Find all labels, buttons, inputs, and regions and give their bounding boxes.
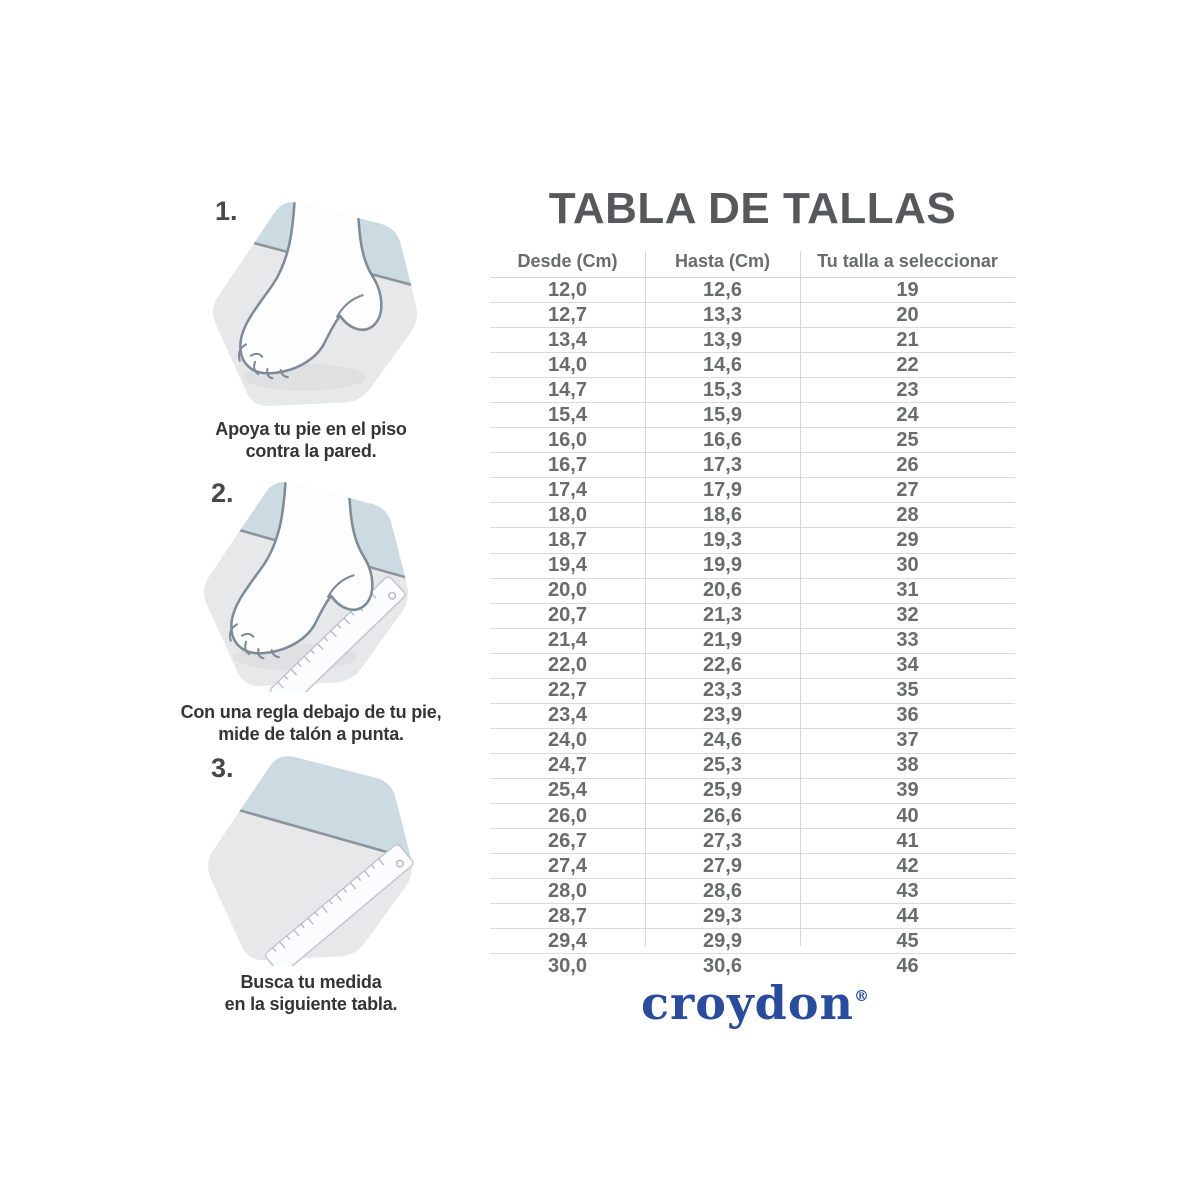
table-row: [490, 654, 1015, 679]
cell-talla: 38: [896, 754, 919, 777]
column-divider: [645, 251, 646, 946]
table-row: [490, 879, 1015, 904]
table-row: [490, 604, 1015, 629]
cell-desde: 27,4: [548, 854, 587, 877]
cell-talla: 40: [896, 804, 919, 827]
column-header-desde: Desde (Cm): [517, 251, 618, 271]
cell-hasta: 12,6: [703, 278, 742, 301]
table-header-row: [490, 246, 1015, 278]
cell-desde: 14,0: [548, 353, 587, 376]
cell-hasta: 15,3: [703, 378, 742, 401]
cell-talla: 30: [896, 554, 919, 577]
cell-hasta: 29,3: [703, 904, 742, 927]
table-row: [490, 503, 1015, 528]
cell-hasta: 21,3: [703, 604, 742, 627]
cell-desde: 12,7: [548, 303, 587, 326]
cell-desde: 20,7: [548, 604, 587, 627]
cell-desde: 18,7: [548, 528, 587, 551]
cell-hasta: 24,6: [703, 729, 742, 752]
table-row: [490, 328, 1015, 353]
cell-hasta: 25,3: [703, 754, 742, 777]
table-row: [490, 929, 1015, 954]
cell-desde: 24,0: [548, 729, 587, 752]
cell-talla: 32: [896, 604, 919, 627]
foot-against-wall-illustration: [207, 197, 422, 412]
cell-desde: 24,7: [548, 754, 587, 777]
table-row: [490, 378, 1015, 403]
table-row: [490, 779, 1015, 804]
cell-hasta: 25,9: [703, 779, 742, 802]
cell-desde: 28,7: [548, 904, 587, 927]
cell-hasta: 22,6: [703, 654, 742, 677]
step-1-caption: [176, 419, 446, 462]
table-row: [490, 478, 1015, 503]
table-row: [490, 854, 1015, 879]
cell-talla: 39: [896, 779, 919, 802]
table-row: [490, 353, 1015, 378]
cell-talla: 27: [896, 478, 919, 501]
table-row: [490, 528, 1015, 553]
cell-hasta: 27,3: [703, 829, 742, 852]
brand-logo: [610, 976, 900, 1030]
cell-hasta: 21,9: [703, 629, 742, 652]
cell-desde: 16,0: [548, 428, 587, 451]
cell-hasta: 18,6: [703, 503, 742, 526]
step-1-number: 1.: [215, 196, 238, 226]
cell-desde: 20,0: [548, 579, 587, 602]
cell-desde: 19,4: [548, 554, 587, 577]
cell-desde: 14,7: [548, 378, 587, 401]
cell-talla: 33: [896, 629, 919, 652]
cell-desde: 22,0: [548, 654, 587, 677]
step-3-number: 3.: [211, 753, 234, 783]
step-3-caption-line1: Busca tu medida: [240, 972, 382, 992]
cell-desde: 12,0: [548, 278, 587, 301]
step-1-caption-line2: contra la pared.: [245, 440, 377, 461]
cell-hasta: 26,6: [703, 804, 742, 827]
table-row: [490, 804, 1015, 829]
cell-desde: 17,4: [548, 478, 587, 501]
column-header-hasta: Hasta (Cm): [674, 251, 771, 271]
cell-hasta: 17,3: [703, 453, 742, 476]
size-table: [490, 246, 1015, 978]
step-2-caption-line1: Con una regla debajo de tu pie,: [180, 702, 442, 722]
cell-desde: 18,0: [548, 503, 587, 526]
table-row: [490, 428, 1015, 453]
step-1-caption-line1: Apoya tu pie en el piso: [215, 419, 407, 439]
step-2-number: 2.: [211, 478, 234, 508]
cell-hasta: 14,6: [703, 353, 742, 376]
cell-hasta: 19,9: [703, 554, 742, 577]
table-row: [490, 403, 1015, 428]
cell-talla: 44: [896, 904, 919, 927]
column-header-talla: Tu talla a seleccionar: [817, 251, 998, 271]
ruler-on-floor-illustration: [202, 751, 417, 966]
brand-name: croydon: [641, 976, 854, 1030]
table-row: [490, 729, 1015, 754]
cell-desde: 16,7: [548, 453, 587, 476]
cell-talla: 42: [896, 854, 919, 877]
cell-talla: 19: [896, 278, 919, 301]
cell-talla: 25: [896, 428, 919, 451]
table-row: [490, 579, 1015, 604]
cell-hasta: 20,6: [703, 579, 742, 602]
step-3-caption: [176, 972, 446, 1015]
table-row: [490, 554, 1015, 579]
cell-talla: 29: [896, 528, 919, 551]
table-row: [490, 704, 1015, 729]
cell-hasta: 23,3: [703, 679, 742, 702]
registered-mark: ®: [853, 987, 869, 1005]
cell-talla: 21: [896, 328, 919, 351]
table-row: [490, 829, 1015, 854]
cell-hasta: 23,9: [703, 704, 742, 727]
cell-hasta: 15,9: [703, 403, 742, 426]
table-row: [490, 679, 1015, 704]
cell-hasta: 29,9: [703, 929, 742, 952]
cell-hasta: 13,3: [703, 303, 742, 326]
table-row: [490, 754, 1015, 779]
cell-desde: 15,4: [548, 403, 587, 426]
cell-desde: 25,4: [548, 779, 587, 802]
cell-talla: 41: [896, 829, 919, 852]
cell-hasta: 19,3: [703, 528, 742, 551]
table-row: [490, 954, 1015, 978]
cell-talla: 43: [896, 879, 919, 902]
cell-hasta: 17,9: [703, 478, 742, 501]
cell-talla: 28: [896, 503, 919, 526]
table-row: [490, 904, 1015, 929]
table-row: [490, 453, 1015, 478]
cell-hasta: 27,9: [703, 854, 742, 877]
cell-talla: 36: [896, 704, 919, 727]
table-body: [490, 278, 1015, 978]
cell-desde: 21,4: [548, 629, 587, 652]
cell-talla: 45: [896, 929, 919, 952]
cell-desde: 22,7: [548, 679, 587, 702]
cell-talla: 23: [896, 378, 919, 401]
cell-hasta: 30,6: [703, 954, 742, 977]
page-title: TABLA DE TALLAS: [548, 184, 957, 233]
cell-hasta: 28,6: [703, 879, 742, 902]
column-divider: [800, 251, 801, 946]
step-2-caption-line2: mide de talón a punta.: [218, 723, 404, 744]
cell-talla: 24: [896, 403, 919, 426]
cell-desde: 30,0: [548, 954, 587, 977]
cell-desde: 26,0: [548, 804, 587, 827]
cell-desde: 13,4: [548, 328, 587, 351]
cell-talla: 37: [896, 729, 919, 752]
step-3-caption-line2: en la siguiente tabla.: [224, 993, 398, 1014]
step-2-caption: [176, 702, 446, 745]
cell-talla: 20: [896, 303, 919, 326]
cell-desde: 29,4: [548, 929, 587, 952]
cell-talla: 35: [896, 679, 919, 702]
cell-talla: 34: [896, 654, 919, 677]
table-row: [490, 303, 1015, 328]
cell-hasta: 16,6: [703, 428, 742, 451]
cell-talla: 22: [896, 353, 919, 376]
cell-desde: 23,4: [548, 704, 587, 727]
cell-desde: 28,0: [548, 879, 587, 902]
cell-talla: 26: [896, 453, 919, 476]
cell-hasta: 13,9: [703, 328, 742, 351]
cell-desde: 26,7: [548, 829, 587, 852]
cell-talla: 46: [896, 954, 919, 977]
cell-talla: 31: [896, 579, 919, 602]
table-row: [490, 629, 1015, 654]
table-row: [490, 278, 1015, 303]
foot-with-ruler-illustration: [198, 477, 413, 692]
